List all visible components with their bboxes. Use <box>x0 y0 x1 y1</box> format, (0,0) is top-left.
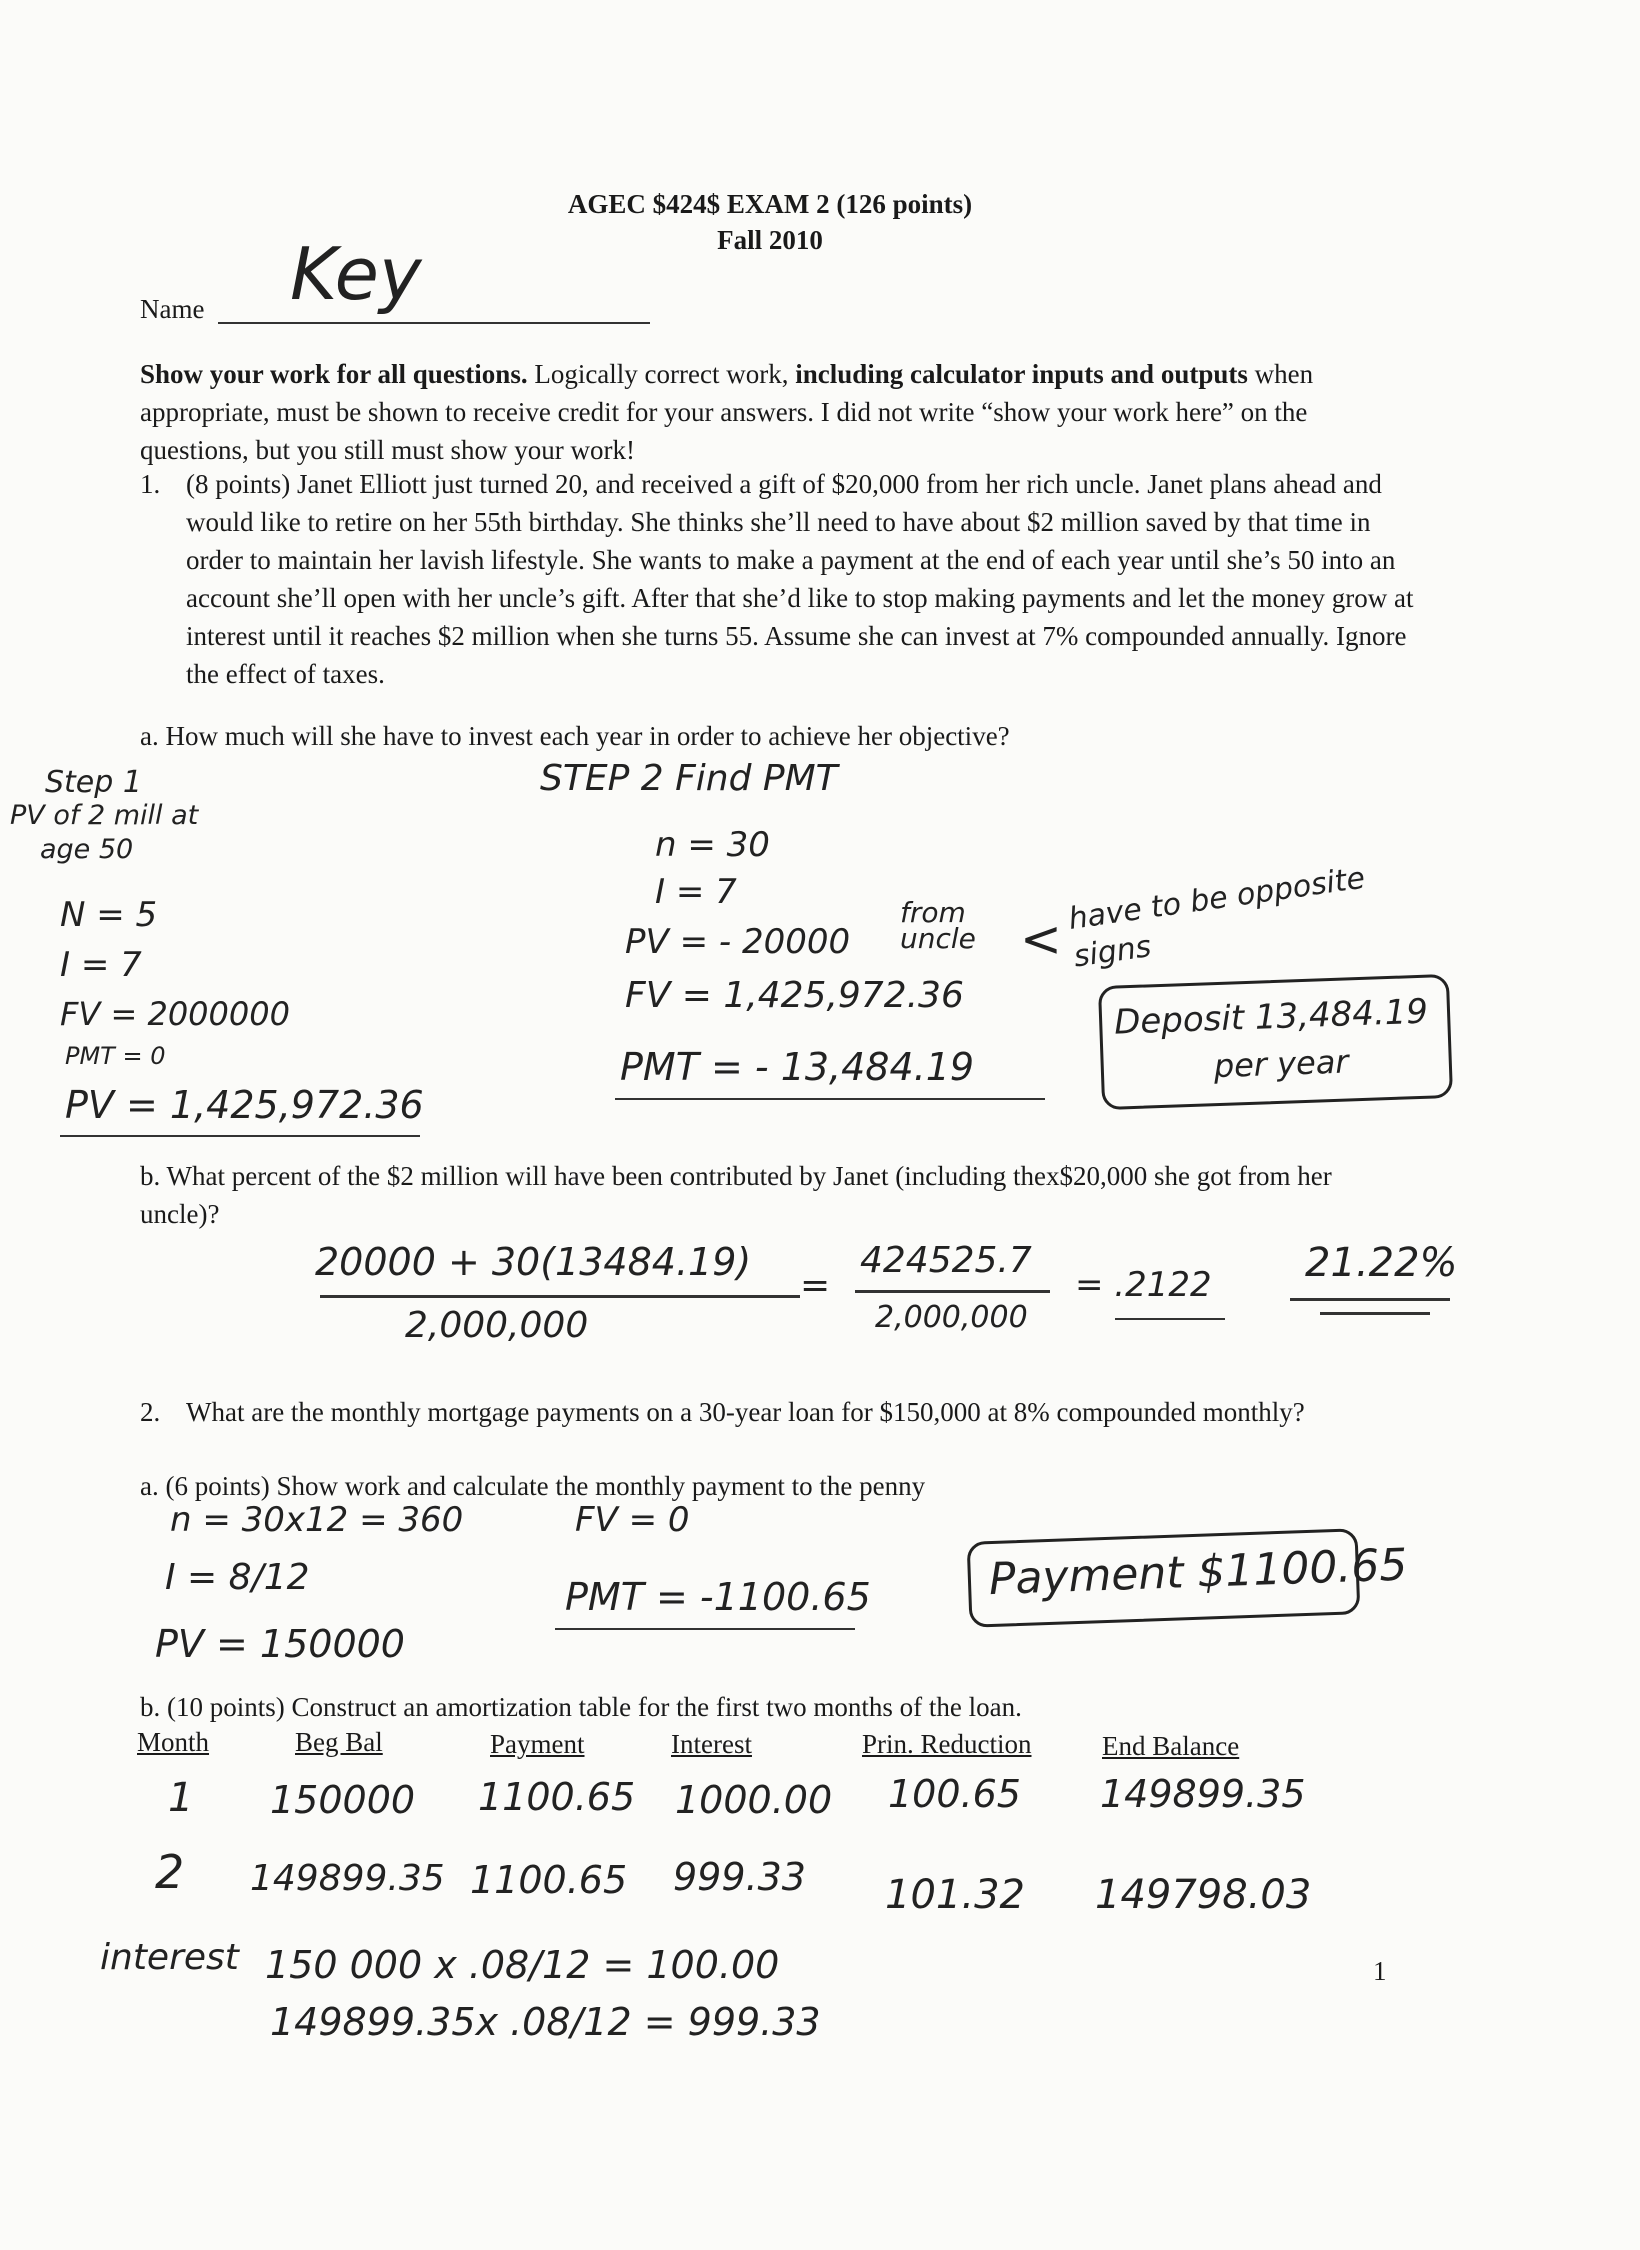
exam-term: Fall 2010 <box>717 225 823 255</box>
q1b-decimal-underline <box>1115 1318 1225 1320</box>
q2-pmt-underline <box>555 1628 855 1630</box>
q1a-answer-line1: Deposit 13,484.19 <box>1113 991 1429 1043</box>
q2-i: I = 8/12 <box>165 1557 310 1598</box>
q1b-answer-underline-2 <box>1320 1312 1430 1315</box>
step1-underline <box>60 1135 420 1137</box>
q2-n: n = 30x12 = 360 <box>170 1500 464 1540</box>
interest-line-1: 150 000 x .08/12 = 100.00 <box>265 1943 780 1987</box>
step2-pv: PV = - 20000 <box>625 922 851 962</box>
q1b-decimal: = .2122 <box>1075 1265 1212 1305</box>
exam-title: AGEC $424$ EXAM 2 (126 points) <box>567 189 973 219</box>
step1-fv: FV = 2000000 <box>60 995 290 1033</box>
name-value: Key <box>290 232 422 316</box>
name-label: Name <box>140 294 205 324</box>
instructions-text-2: when appropriate, must be shown to receive credit for your answers. I did not write “show your work here” on the questions, but you still must show your work! <box>140 359 1314 465</box>
step2-i: I = 7 <box>655 872 737 912</box>
table-row-1-beg-bal: 150000 <box>270 1778 416 1822</box>
q1b-denominator: 2,000,000 <box>405 1305 589 1346</box>
step1-n: N = 5 <box>60 895 158 935</box>
q2-number: 2. <box>140 1397 161 1427</box>
table-row-2-payment: 1100.65 <box>470 1858 628 1902</box>
q1b-numerator-2: 424525.7 <box>860 1240 1032 1281</box>
q1a-answer-line2: per year <box>1213 1042 1350 1086</box>
q2b-text: b. (10 points) Construct an amortization table for the first two months of the loan. <box>140 1692 1022 1722</box>
table-header-month: Month <box>137 1727 210 1757</box>
table-row-1-payment: 1100.65 <box>478 1775 636 1819</box>
q1b-fraction-bar-2 <box>855 1290 1050 1293</box>
q1-text: (8 points) Janet Elliott just turned 20, and received a gift of $20,000 from her rich uncle. Janet plans ahead and would like to retire on her 55th birthday. She thinks she’ll need to have about $2 million saved by that time in order to maintain her lavish lifestyle. She wants to make a payment at the end of each year until she’s 50 into an account she’ll open with her uncle’s gift. After that she’d like to stop making payments and let the money grow at interest until it reaches $2 million when she turns 55. Assume she can invest at 7% compounded annually. Ignore the effect of taxes. <box>186 469 1414 689</box>
q2a-answer-box <box>967 1528 1409 1628</box>
step2-pmt: PMT = - 13,484.19 <box>620 1045 975 1089</box>
q2-fv: FV = 0 <box>575 1500 690 1540</box>
q1b-answer: 21.22% <box>1305 1240 1458 1286</box>
page-number: 1 <box>1373 1956 1387 1986</box>
table-row-2-beg-bal: 149899.35 <box>250 1858 445 1899</box>
bracket-arrow-icon: < <box>1020 910 1062 968</box>
q2-pmt: PMT = -1100.65 <box>565 1575 871 1619</box>
step1-line2: PV of 2 mill at <box>10 800 199 831</box>
q1b-numerator: 20000 + 30(13484.19) <box>315 1240 752 1284</box>
opposite-signs-note: have to be opposite signs <box>1066 860 1368 975</box>
instructions-bold-2: including calculator inputs and outputs <box>795 359 1248 389</box>
table-row-1-interest: 1000.00 <box>675 1778 833 1822</box>
interest-label: interest <box>100 1937 239 1978</box>
step1-pv: PV = 1,425,972.36 <box>65 1083 424 1127</box>
q1b-equals: = <box>800 1265 831 1306</box>
q1a-answer-box <box>1098 974 1453 1110</box>
table-header-prin-reduction: Prin. Reduction <box>862 1729 1032 1759</box>
step1-i: I = 7 <box>60 945 142 985</box>
instructions <box>140 355 1400 469</box>
q1b-fraction-bar <box>320 1295 800 1298</box>
step1-title: Step 1 <box>45 765 142 800</box>
instructions-bold-1: Show your work for all questions. <box>140 359 528 389</box>
instructions-text-1: Logically correct work, <box>527 359 796 389</box>
table-header-interest: Interest <box>671 1729 752 1759</box>
q2a-text: a. (6 points) Show work and calculate the monthly payment to the penny <box>140 1471 926 1501</box>
step2-title: STEP 2 Find PMT <box>540 758 838 799</box>
interest-line-2: 149899.35x .08/12 = 999.33 <box>270 2000 821 2044</box>
q1b-text: b. What percent of the $2 million will have been contributed by Janet (including thex$20,000 she got from her uncle)? <box>140 1161 1332 1229</box>
q1b-answer-underline-1 <box>1290 1298 1450 1301</box>
table-row-2-end-balance: 149798.03 <box>1095 1872 1312 1918</box>
table-row-2-interest: 999.33 <box>673 1855 806 1899</box>
q1b-denominator-2: 2,000,000 <box>875 1300 1028 1335</box>
step2-underline <box>615 1098 1045 1100</box>
q1-number: 1. <box>140 469 161 499</box>
step1-line3: age 50 <box>40 834 134 865</box>
step2-n: n = 30 <box>655 825 770 865</box>
q2-pv: PV = 150000 <box>155 1622 405 1666</box>
table-header-payment: Payment <box>490 1729 585 1759</box>
from-uncle-note: from uncle <box>900 896 976 955</box>
table-row-1-prin-reduction: 100.65 <box>888 1772 1021 1816</box>
table-row-2-prin-reduction: 101.32 <box>885 1872 1025 1918</box>
q2a-answer: Payment $1100.65 <box>988 1539 1409 1606</box>
table-row-1-month: 1 <box>168 1775 194 1821</box>
table-row-1-end-balance: 149899.35 <box>1100 1772 1306 1816</box>
q1a-text: a. How much will she have to invest each year in order to achieve her objective? <box>140 721 1010 751</box>
table-header-beg-bal: Beg Bal <box>295 1727 383 1757</box>
name-underline <box>218 322 650 324</box>
q2-text: What are the monthly mortgage payments on a 30-year loan for $150,000 at 8% compounded monthly? <box>186 1397 1305 1427</box>
table-row-2-month: 2 <box>155 1845 185 1899</box>
table-header-end-balance: End Balance <box>1102 1731 1240 1761</box>
step1-pmt: PMT = 0 <box>65 1042 166 1070</box>
step2-fv: FV = 1,425,972.36 <box>625 975 964 1016</box>
